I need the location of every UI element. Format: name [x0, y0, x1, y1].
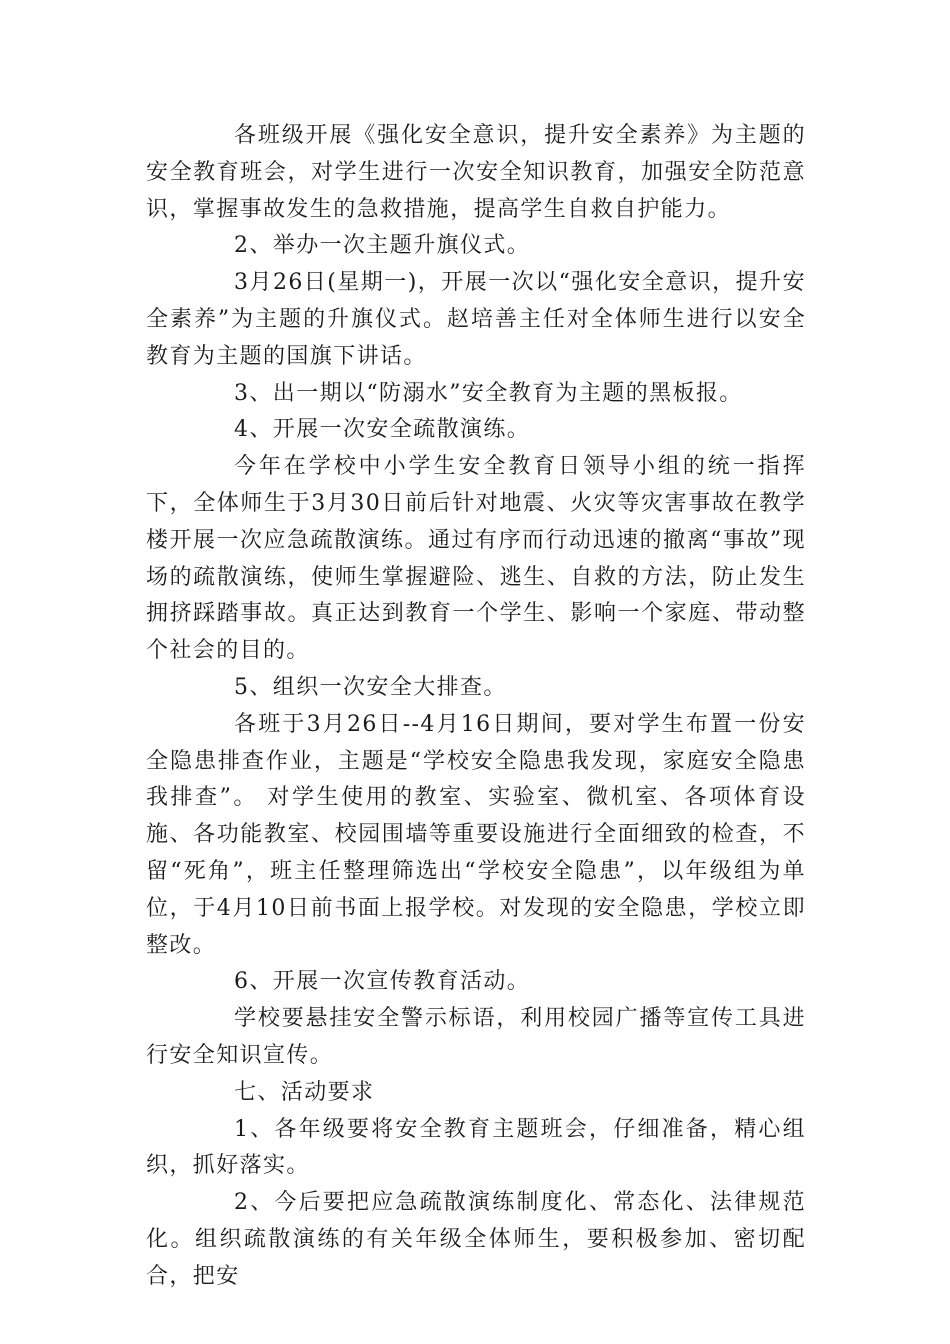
heading-flag-ceremony: 2、举办一次主题升旗仪式。 [234, 233, 531, 259]
paragraph-publicity: 学校要悬挂安全警示标语，利用校园广播等宣传工具进行安全知识宣传。 [146, 1006, 806, 1068]
paragraph-requirement-1: 1、各年级要将安全教育主题班会，仔细准备，精心组织，抓好落实。 [146, 1116, 806, 1179]
paragraph-class-meeting: 各班级开展《强化安全意识，提升安全素养》为主题的安全教育班会，对学生进行一次安全知识教育，加强安全防范意识，掌握事故发生的急救措施，提高学生自救自护能力。 [146, 123, 806, 222]
heading-blackboard: 3、出一期以“防溺水”安全教育为主题的黑板报。 [234, 380, 743, 406]
paragraph-requirement-2: 2、今后要把应急疏散演练制度化、常态化、法律规范化。组织疏散演练的有关年级全体师生，要积极参加、密切配合，把安 [146, 1190, 806, 1289]
document-body [146, 118, 806, 1296]
heading-evacuation-drill: 4、开展一次安全疏散演练。 [234, 417, 531, 443]
paragraph-safety-inspection: 各班于3月26日--4月16日期间，要对学生布置一份安全隐患排查作业，主题是“学校安全隐患我发现，家庭安全隐患我排查”。 对学生使用的教室、实验室、微机室、各项体育设施、各功能教室、校园围墙等重要设施进行全面细致的检查，不留“死角”，班主任整理筛选出“学校安全隐患”，以年级组为单位，于4月10日前书面上报学校。对发现的安全隐患，学校立即整改。 [146, 711, 806, 958]
heading-safety-inspection: 5、组织一次安全大排查。 [234, 674, 507, 700]
heading-requirements: 七、活动要求 [234, 1079, 375, 1105]
paragraph-flag-ceremony: 3月26日(星期一)，开展一次以“强化安全意识，提升安全素养”为主题的升旗仪式。赵培善主任对全体师生进行以安全教育为主题的国旗下讲话。 [146, 270, 806, 369]
heading-publicity: 6、开展一次宣传教育活动。 [234, 969, 531, 995]
paragraph-evacuation-drill: 今年在学校中小学生安全教育日领导小组的统一指挥下，全体师生于3月30日前后针对地震、火灾等灾害事故在教学楼开展一次应急疏散演练。通过有序而行动迅速的撤离“事故”现场的疏散演练，使师生掌握避险、逃生、自救的方法，防止发生拥挤踩踏事故。真正达到教育一个学生、影响一个家庭、带动整个社会的目的。 [146, 454, 806, 664]
